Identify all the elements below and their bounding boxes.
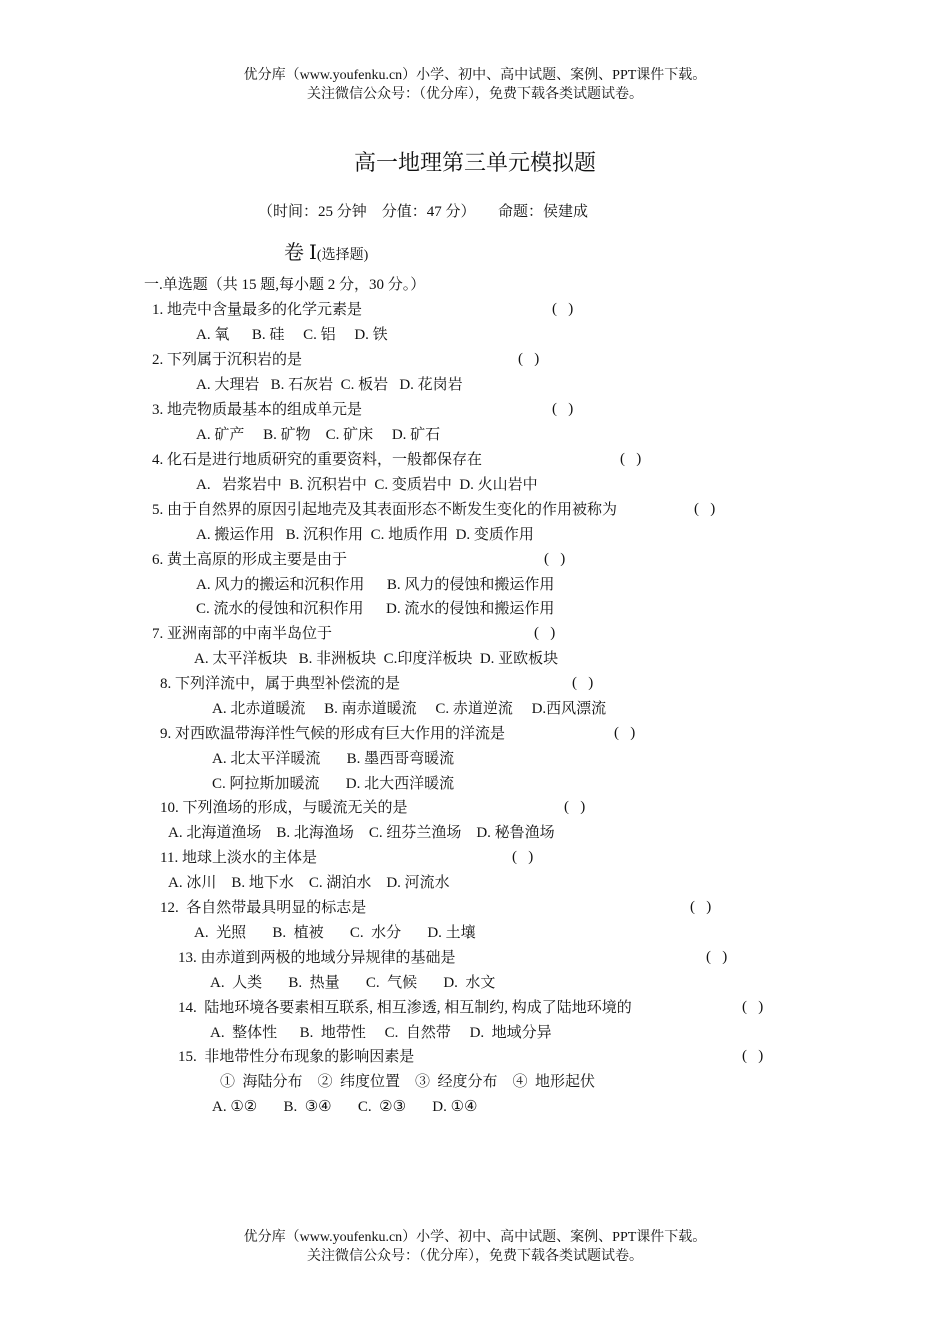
question-13: 13. 由赤道到两极的地域分异规律的基础是	[178, 950, 456, 966]
answer-paren-4: ( )	[620, 451, 642, 467]
question-14: 14. 陆地环境各要素相互联系, 相互渗透, 相互制约, 构成了陆地环境的	[178, 1000, 632, 1016]
options-12: A. 光照 B. 植被 C. 水分 D. 土壤	[194, 925, 476, 941]
header-line-2: 关注微信公众号：（优分库），免费下载各类试题试卷。	[307, 87, 643, 102]
options-8: A. 北赤道暖流 B. 南赤道暖流 C. 赤道逆流 D.西风漂流	[212, 701, 607, 717]
options-5: A. 搬运作用 B. 沉积作用 C. 地质作用 D. 变质作用	[196, 527, 534, 543]
question-2: 2. 下列属于沉积岩的是	[152, 352, 303, 368]
answer-paren-8: ( )	[572, 675, 594, 691]
answer-paren-1: ( )	[552, 301, 574, 317]
question-10: 10. 下列渔场的形成，与暖流无关的是	[160, 800, 408, 816]
answer-paren-14: ( )	[742, 999, 764, 1015]
footer-line-2: 关注微信公众号：（优分库），免费下载各类试题试卷。	[307, 1249, 643, 1264]
options-2: A. 大理岩 B. 石灰岩 C. 板岩 D. 花岗岩	[196, 377, 463, 393]
options-13: A. 人类 B. 热量 C. 气候 D. 水文	[210, 975, 496, 991]
question-3: 3. 地壳物质最基本的组成单元是	[152, 402, 363, 418]
page-header	[0, 66, 950, 104]
answer-paren-6: ( )	[544, 551, 566, 567]
question-15: 15. 非地带性分布现象的影响因素是	[178, 1049, 415, 1065]
options-4: A. 岩浆岩中 B. 沉积岩中 C. 变质岩中 D. 火山岩中	[196, 477, 538, 493]
options-3: A. 矿产 B. 矿物 C. 矿床 D. 矿石	[196, 427, 441, 443]
volume-title: 卷 Ⅰ	[284, 242, 317, 264]
volume-heading	[284, 236, 368, 265]
answer-paren-15: ( )	[742, 1048, 764, 1064]
answer-paren-10: ( )	[564, 799, 586, 815]
question-4: 4. 化石是进行地质研究的重要资料，一般都保存在	[152, 452, 483, 468]
options-11: A. 冰川 B. 地下水 C. 湖泊水 D. 河流水	[168, 875, 450, 891]
question-12: 12. 各自然带最具明显的标志是	[160, 900, 367, 916]
answer-paren-11: ( )	[512, 849, 534, 865]
page-title: 高一地理第三单元模拟题	[353, 150, 596, 175]
question-7: 7. 亚洲南部的中南半岛位于	[152, 626, 333, 642]
question-8: 8. 下列洋流中，属于典型补偿流的是	[160, 676, 401, 692]
options-10: A. 北海道渔场 B. 北海渔场 C. 纽芬兰渔场 D. 秘鲁渔场	[168, 825, 555, 841]
answer-paren-13: ( )	[706, 949, 728, 965]
page-footer	[0, 1228, 950, 1266]
question-6: 6. 黄土高原的形成主要是由于	[152, 552, 348, 568]
answer-paren-7: ( )	[534, 625, 556, 641]
question-11: 11. 地球上淡水的主体是	[160, 850, 317, 866]
options-9-line-2: C. 阿拉斯加暖流 D. 北大西洋暖流	[212, 776, 455, 792]
question-1: 1. 地壳中含量最多的化学元素是	[152, 302, 363, 318]
options-15-line-1: ① 海陆分布 ② 纬度位置 ③ 经度分布 ④ 地形起伏	[220, 1074, 596, 1090]
exam-meta: （时间：25 分钟 分值：47 分） 命题：侯建成	[258, 204, 589, 220]
section-heading: 一.单选题（共 15 题,每小题 2 分，30 分。）	[144, 277, 426, 293]
answer-paren-12: ( )	[690, 899, 712, 915]
options-6-line-2: C. 流水的侵蚀和沉积作用 D. 流水的侵蚀和搬运作用	[196, 601, 555, 617]
question-5: 5. 由于自然界的原因引起地壳及其表面形态不断发生变化的作用被称为	[152, 502, 618, 518]
options-9-line-1: A. 北太平洋暖流 B. 墨西哥弯暖流	[212, 751, 455, 767]
options-15-line-2: A. ①② B. ③④ C. ②③ D. ①④	[212, 1099, 478, 1115]
answer-paren-3: ( )	[552, 401, 574, 417]
options-14: A. 整体性 B. 地带性 C. 自然带 D. 地域分异	[210, 1025, 552, 1041]
options-7: A. 太平洋板块 B. 非洲板块 C.印度洋板块 D. 亚欧板块	[194, 651, 559, 667]
question-9: 9. 对西欧温带海洋性气候的形成有巨大作用的洋流是	[160, 726, 506, 742]
answer-paren-9: ( )	[614, 725, 636, 741]
options-6-line-1: A. 风力的搬运和沉积作用 B. 风力的侵蚀和搬运作用	[196, 577, 555, 593]
answer-paren-5: ( )	[694, 501, 716, 517]
answer-paren-2: ( )	[518, 351, 540, 367]
options-1: A. 氧 B. 硅 C. 铝 D. 铁	[196, 327, 388, 343]
header-line-1: 优分库（www.youfenku.cn）小学、初中、高中试题、案例、PPT课件下载。	[243, 68, 707, 83]
footer-line-1: 优分库（www.youfenku.cn）小学、初中、高中试题、案例、PPT课件下载。	[243, 1230, 707, 1245]
volume-subtitle: (选择题)	[316, 248, 369, 263]
